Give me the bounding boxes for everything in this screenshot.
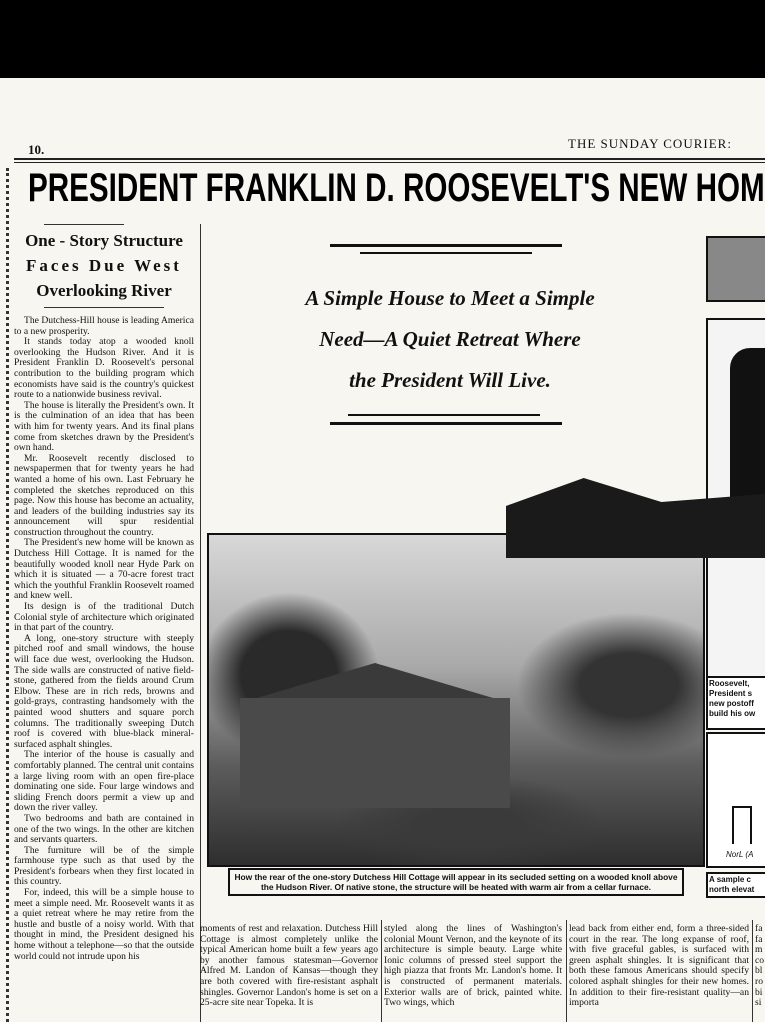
paragraph: The President's new home will be known as Dutchess Hill Cottage. It is named for the beautifully wooded knoll near Hyde Park on which it is situated — a 70-acre forest tract which the youthful Franklin Roosevelt roamed and knew well. (14, 537, 194, 602)
paragraph: Its design is of the traditional Dutch Colonial style of architecture which originated in that part of the country. (14, 601, 194, 634)
caption-line: build his ow (709, 709, 756, 718)
paragraph: For, indeed, this will be a simple house to meet a simple need. Mr. Roosevelt wants it as a quiet retreat where he may retire from the hustle and bustle of a noisy world. With that thought in mind, the President designed his home without a telephone—so that the outside world could not intrude upon his (14, 887, 194, 962)
paragraph: It stands today atop a wooded knoll overlooking the Hudson River. And it is President Franklin D. Roosevelt's personal contribution to the building program which economists have said is the country's quickest route to a nationwide business revival. (14, 336, 194, 401)
article-column-1 (14, 316, 194, 1022)
deck-bar (348, 414, 540, 416)
roosevelt-portrait (730, 348, 765, 508)
paragraph: The interior of the house is casually and comfortably planned. The central unit contains a large living room with an open fire-place dominating one side. Four large windows and sliding French doors permit a view up and down the river valley. (14, 749, 194, 814)
masthead-rule-thin (14, 162, 765, 163)
deck (240, 278, 660, 401)
caption-line: north elevat (709, 885, 755, 894)
page-number: 10. (28, 142, 45, 157)
deck-bar (360, 252, 532, 254)
newspaper-name: THE SUNDAY COURIER: (568, 136, 732, 151)
article-column-5 (755, 924, 765, 1022)
paragraph: fa fa m co bl ro bi si (755, 924, 765, 1009)
deck-line: Need—A Quiet Retreat Where (319, 327, 581, 351)
deck-line: the President Will Live. (349, 368, 551, 392)
paragraph: moments of rest and relaxation. Dutchess Hill Cottage is almost completely unlike the typical American home built a few years ago by another famous statesman—Governor Alfred M. Landon of Kansas—though they are both covered with fire-resistant asphalt shingles. Governor Landon's home is set on a 25-acre site near Topeka. It is (200, 924, 378, 1009)
architectural-sketch (706, 732, 765, 868)
right-caption-2 (706, 872, 765, 898)
right-caption-1 (706, 676, 765, 730)
subhead-line: One - Story Structure (25, 231, 183, 250)
deck-bar (330, 422, 562, 425)
paragraph: The furniture will be of the simple farmhouse type such as that used by the President's forbears when they first located in this country. (14, 844, 194, 888)
subhead-rule-bottom (44, 307, 164, 308)
paragraph: The house is literally the President's own. It is the culmination of an idea that has been with him for twenty years. And its final plans come from sketches drawn by the President's own hand. (14, 399, 194, 454)
article-column-2 (200, 924, 378, 1022)
article-column-3 (384, 924, 562, 1022)
photo-caption: How the rear of the one-story Dutchess Hill Cottage will appear in its secluded setting on a wooded knoll above the Hudson River. Of native stone, the structure will be heated with warm air from a cellar furnace. (228, 868, 684, 896)
photo-house-roof (240, 663, 510, 703)
column-divider (381, 920, 382, 1022)
paragraph: Two bedrooms and bath are contained in one of the two wings. In the other are kitchen and servants quarters. (14, 812, 194, 846)
caption-line: new postoff (709, 699, 754, 708)
subhead-line: Overlooking River (36, 281, 172, 300)
subhead-line: Faces Due West (26, 256, 182, 275)
sketch-label: NorL (A (726, 850, 754, 859)
paragraph: lead back from either end, form a three-sided court in the rear. The long expanse of roof, with five graceful gables, is surfaced with green asphalt shingles. It is significant that both these famous Americans should specify colored asphalt shingles for their new homes. In addition to their fire-resistant quality—an importa (569, 924, 749, 1009)
caption-line: A sample c (709, 875, 751, 884)
deck-line: A Simple House to Meet a Simple (305, 286, 595, 310)
deck-bar (330, 244, 562, 247)
paragraph: The Dutchess-Hill house is leading America to a new prosperity. (14, 316, 194, 337)
photo-house-body (240, 698, 510, 808)
newspaper-page (0, 78, 765, 1022)
caption-line: Roosevelt, (709, 679, 750, 688)
article-column-4 (569, 924, 749, 1022)
subhead (14, 228, 194, 303)
column-divider (200, 224, 201, 1022)
masthead-rule (14, 158, 765, 160)
paragraph: Mr. Roosevelt recently disclosed to newspapermen that for twenty years he had wanted a home of his own. Last February he completed the sketches reproduced on this page. Now this house has become an actuality, and leaders of the building industries say its announcement will spur residential construction throughout the country. (14, 452, 194, 538)
column-divider (752, 920, 753, 1022)
caption-line: President s (709, 689, 753, 698)
paragraph: A long, one-story structure with steeply pitched roof and small windows, the house will face due west, overlooking the Hudson. The side walls are constructed of native field-stone, gathered from the fields around Crum Elbow. These are in rich reds, browns and gold-grays, contrasting handsomely with the painted wood shutters and square porch columns. The traditionally sweeping Dutch roof is covered with blue-black mineral-surfaced asphalt shingles. (14, 632, 194, 750)
subhead-rule (44, 224, 124, 225)
margin-dots (6, 168, 13, 1022)
paragraph: styled along the lines of Washington's colonial Mount Vernon, and the keynote of its architecture is simple beauty. Large white Ionic columns of pressed steel support the high piazza that fronts Mr. Landon's home. It is constructed of permanent materials. Exterior walls are of brick, painted white. Two wings, which (384, 924, 562, 1009)
column-divider (566, 920, 567, 1022)
top-right-image (706, 236, 765, 302)
sketch-door (732, 806, 752, 844)
headline: PRESIDENT FRANKLIN D. ROOSEVELT'S NEW HOM (28, 166, 765, 210)
